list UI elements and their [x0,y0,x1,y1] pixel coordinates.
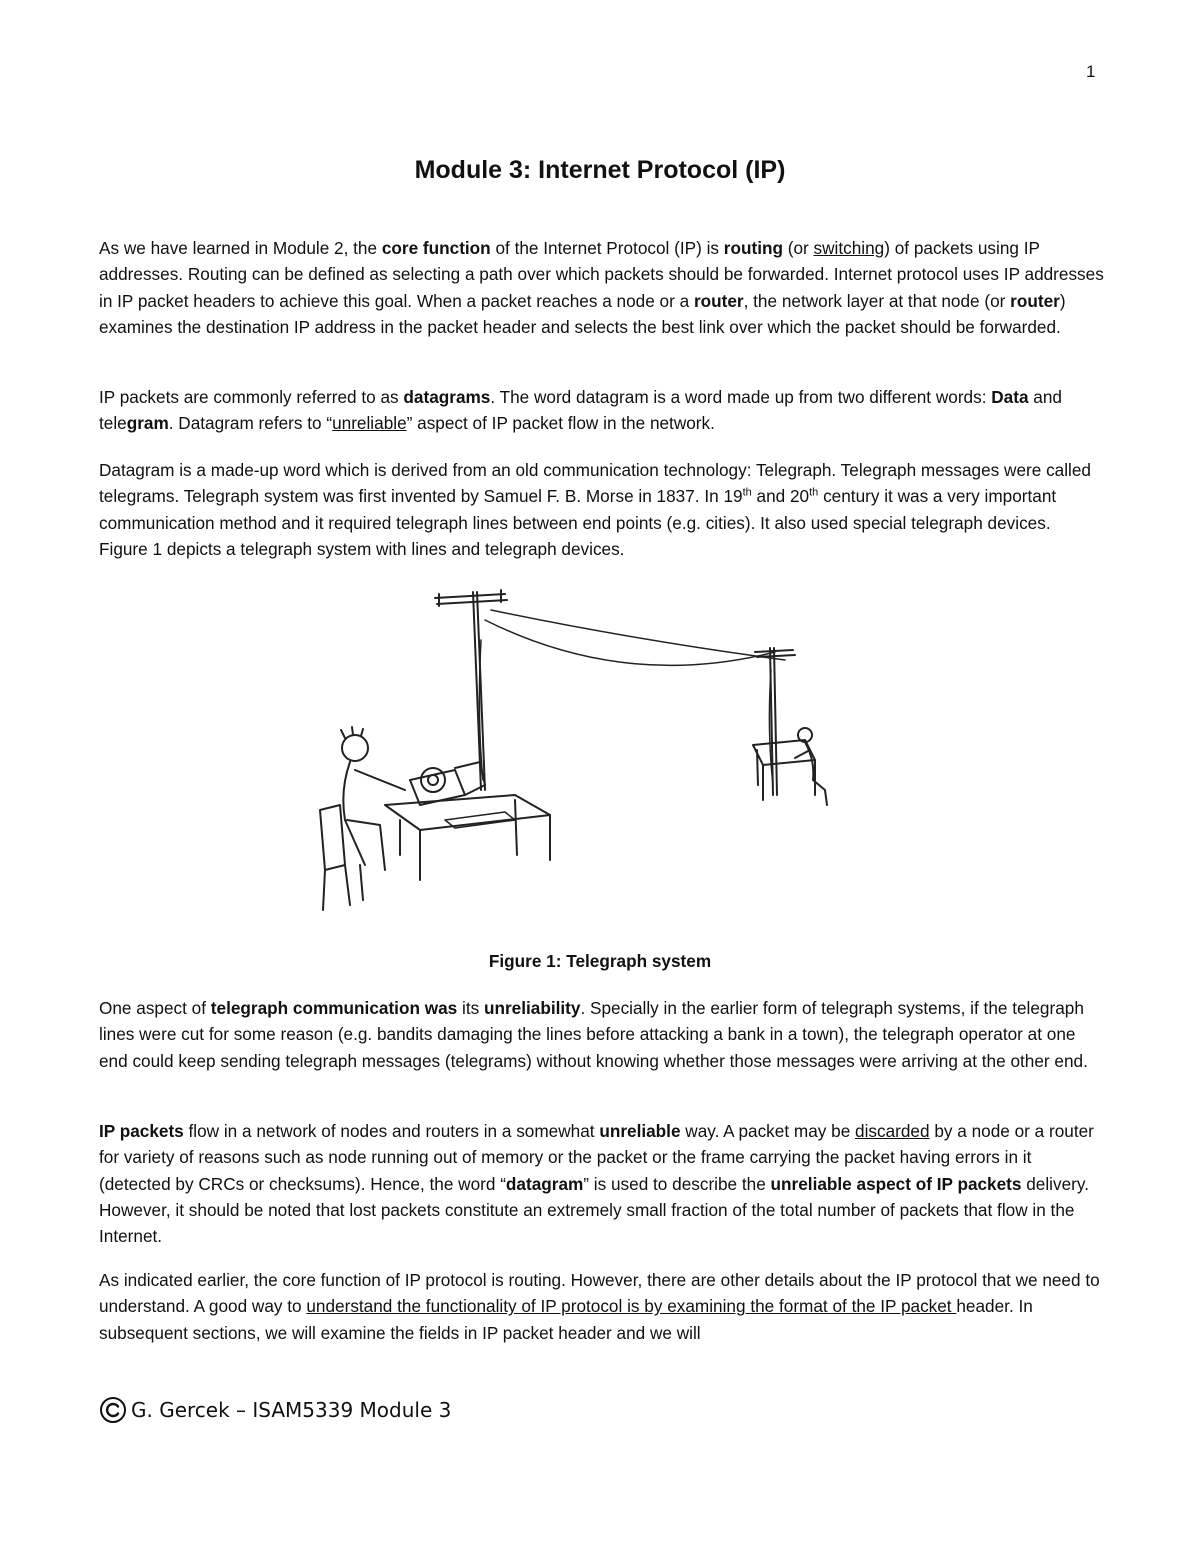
page-title: Module 3: Internet Protocol (IP) [414,156,786,184]
left-operator [341,727,405,870]
figure-caption: Figure 1: Telegraph system [488,951,712,971]
telegraph-wires [479,610,785,785]
paragraph-routing: As we have learned in Module 2, the core function of the Internet Protocol (IP) is routing (or switching) of packets using IP addresses. Routing can be defined as selecting a path over which packets should be forwarded. Internet protocol uses IP addresses in IP packet headers to achieve this goal. When a packet reaches a node or a router, the network layer at that node (or router) examines the destination IP address in the packet header and selects the best link over which the packet should be forwarded. [99,238,1104,337]
paragraph-telegraph: Datagram is a made-up word which is derived from an old communication technology: Telegraph. Telegraph messages were called telegrams. Telegraph system was first invented by Samuel F. B. Morse in 1837. In 19th and 20th century it was a very important communication method and it required telegraph lines between end points (e.g. cities). It also used special telegraph devices. Figure 1 depicts a telegraph system with lines and telegraph devices. [99,460,1091,559]
left-desk [385,795,550,880]
right-operator [795,728,827,805]
paragraph-ip-header: As indicated earlier, the core function of IP protocol is routing. However, there are other details about the IP protocol that we need to understand. A good way to understand the functionality of IP protocol is by examining the format of the IP packet header. In subsequent sections, we will examine the fields in IP packet header and we will [99,1270,1100,1343]
page-footer [99,1396,451,1424]
paragraph-ip-packets: IP packets flow in a network of nodes and routers in a somewhat unreliable way. A packet may be discarded by a node or a router for variety of reasons such as node running out of memory or the packet or the frame carrying the packet having errors in it (detected by CRCs or checksums). Hence, the word “datagram” is used to describe the unreliable aspect of IP packets delivery. However, it should be noted that lost packets constitute an extremely small fraction of the total number of packets that flow in the Internet. [99,1121,1094,1247]
paragraph-unreliability: One aspect of telegraph communication was its unreliability. Specially in the earlier form of telegraph systems, if the telegraph lines were cut for some reason (e.g. bandits damaging the lines before attacking a bank in a town), the telegraph operator at one end could keep sending telegraph messages (telegrams) without knowing whether those messages were arriving at the other end. [99,998,1088,1071]
paragraph-datagrams: IP packets are commonly referred to as datagrams. The word datagram is a word made up from two different words: Data and telegram. Datagram refers to “unreliable” aspect of IP packet flow in the network. [99,387,1062,434]
right-telegraph-pole [755,648,795,795]
telegraph-illustration [305,580,850,925]
copyright-icon [99,1396,127,1424]
page-number: 1 [1086,62,1096,81]
footer-text: G. Gercek – ISAM5339 Module 3 [131,1398,452,1422]
right-desk [753,740,815,800]
left-telegraph-pole [435,590,507,790]
